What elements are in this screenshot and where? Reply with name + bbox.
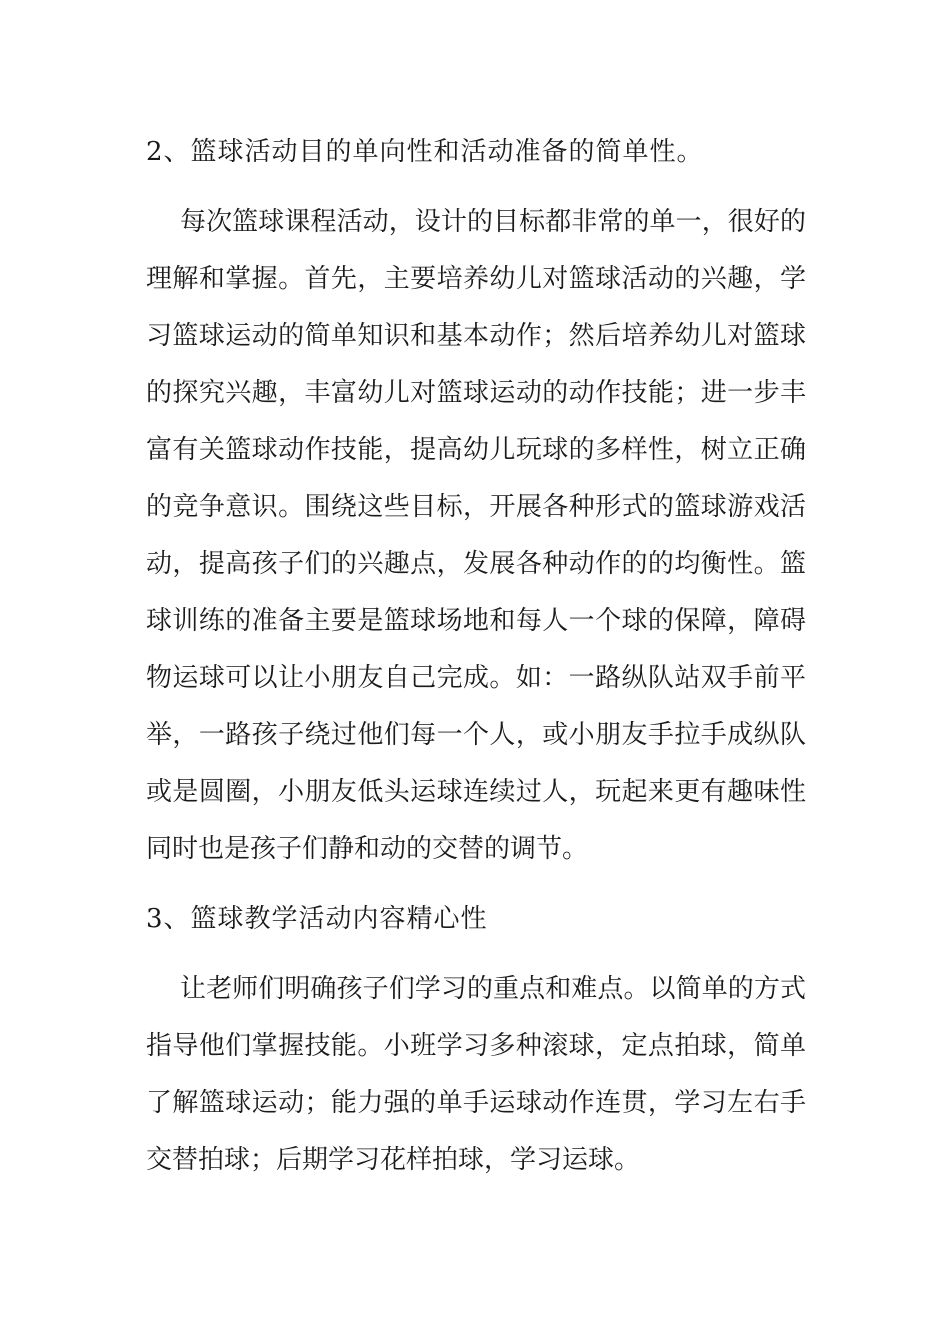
section-2-line-8: 球训练的准备主要是篮球场地和每人一个球的保障，障碍 (146, 606, 806, 636)
section-2-line-10: 举，一路孩子绕过他们每一个人，或小朋友手拉手成纵队 (146, 720, 806, 750)
section-2-line-11: 或是圆圈，小朋友低头运球连续过人，玩起来更有趣味性 (146, 777, 806, 807)
section-2-line-3: 习篮球运动的简单知识和基本动作；然后培养幼儿对篮球 (146, 321, 806, 351)
section-2-line-4: 的探究兴趣，丰富幼儿对篮球运动的动作技能；进一步丰 (146, 378, 806, 408)
section-2-line-6: 的竞争意识。围绕这些目标，开展各种形式的篮球游戏活 (146, 492, 806, 522)
section-2-line-1: 每次篮球课程活动，设计的目标都非常的单一，很好的 (180, 207, 806, 237)
section-2-line-7: 动，提高孩子们的兴趣点，发展各种动作的的均衡性。篮 (146, 549, 806, 579)
section-2-line-9: 物运球可以让小朋友自己完成。如：一路纵队站双手前平 (146, 663, 806, 693)
section-3-heading: 3、篮球教学活动内容精心性 (146, 904, 488, 934)
section-2-line-5: 富有关篮球动作技能，提高幼儿玩球的多样性，树立正确 (146, 435, 806, 465)
section-2-line-12: 同时也是孩子们静和动的交替的调节。 (146, 834, 589, 864)
section-3-line-4: 交替拍球；后期学习花样拍球，学习运球。 (146, 1145, 641, 1175)
section-2-heading: 2、篮球活动目的单向性和活动准备的简单性。 (146, 137, 704, 167)
section-2-line-2: 理解和掌握。首先，主要培养幼儿对篮球活动的兴趣，学 (146, 264, 806, 294)
section-3-line-3: 了解篮球运动；能力强的单手运球动作连贯，学习左右手 (146, 1088, 806, 1118)
section-3-line-1: 让老师们明确孩子们学习的重点和难点。以简单的方式 (180, 974, 806, 1004)
section-3-line-2: 指导他们掌握技能。小班学习多种滚球，定点拍球，简单 (146, 1031, 806, 1061)
